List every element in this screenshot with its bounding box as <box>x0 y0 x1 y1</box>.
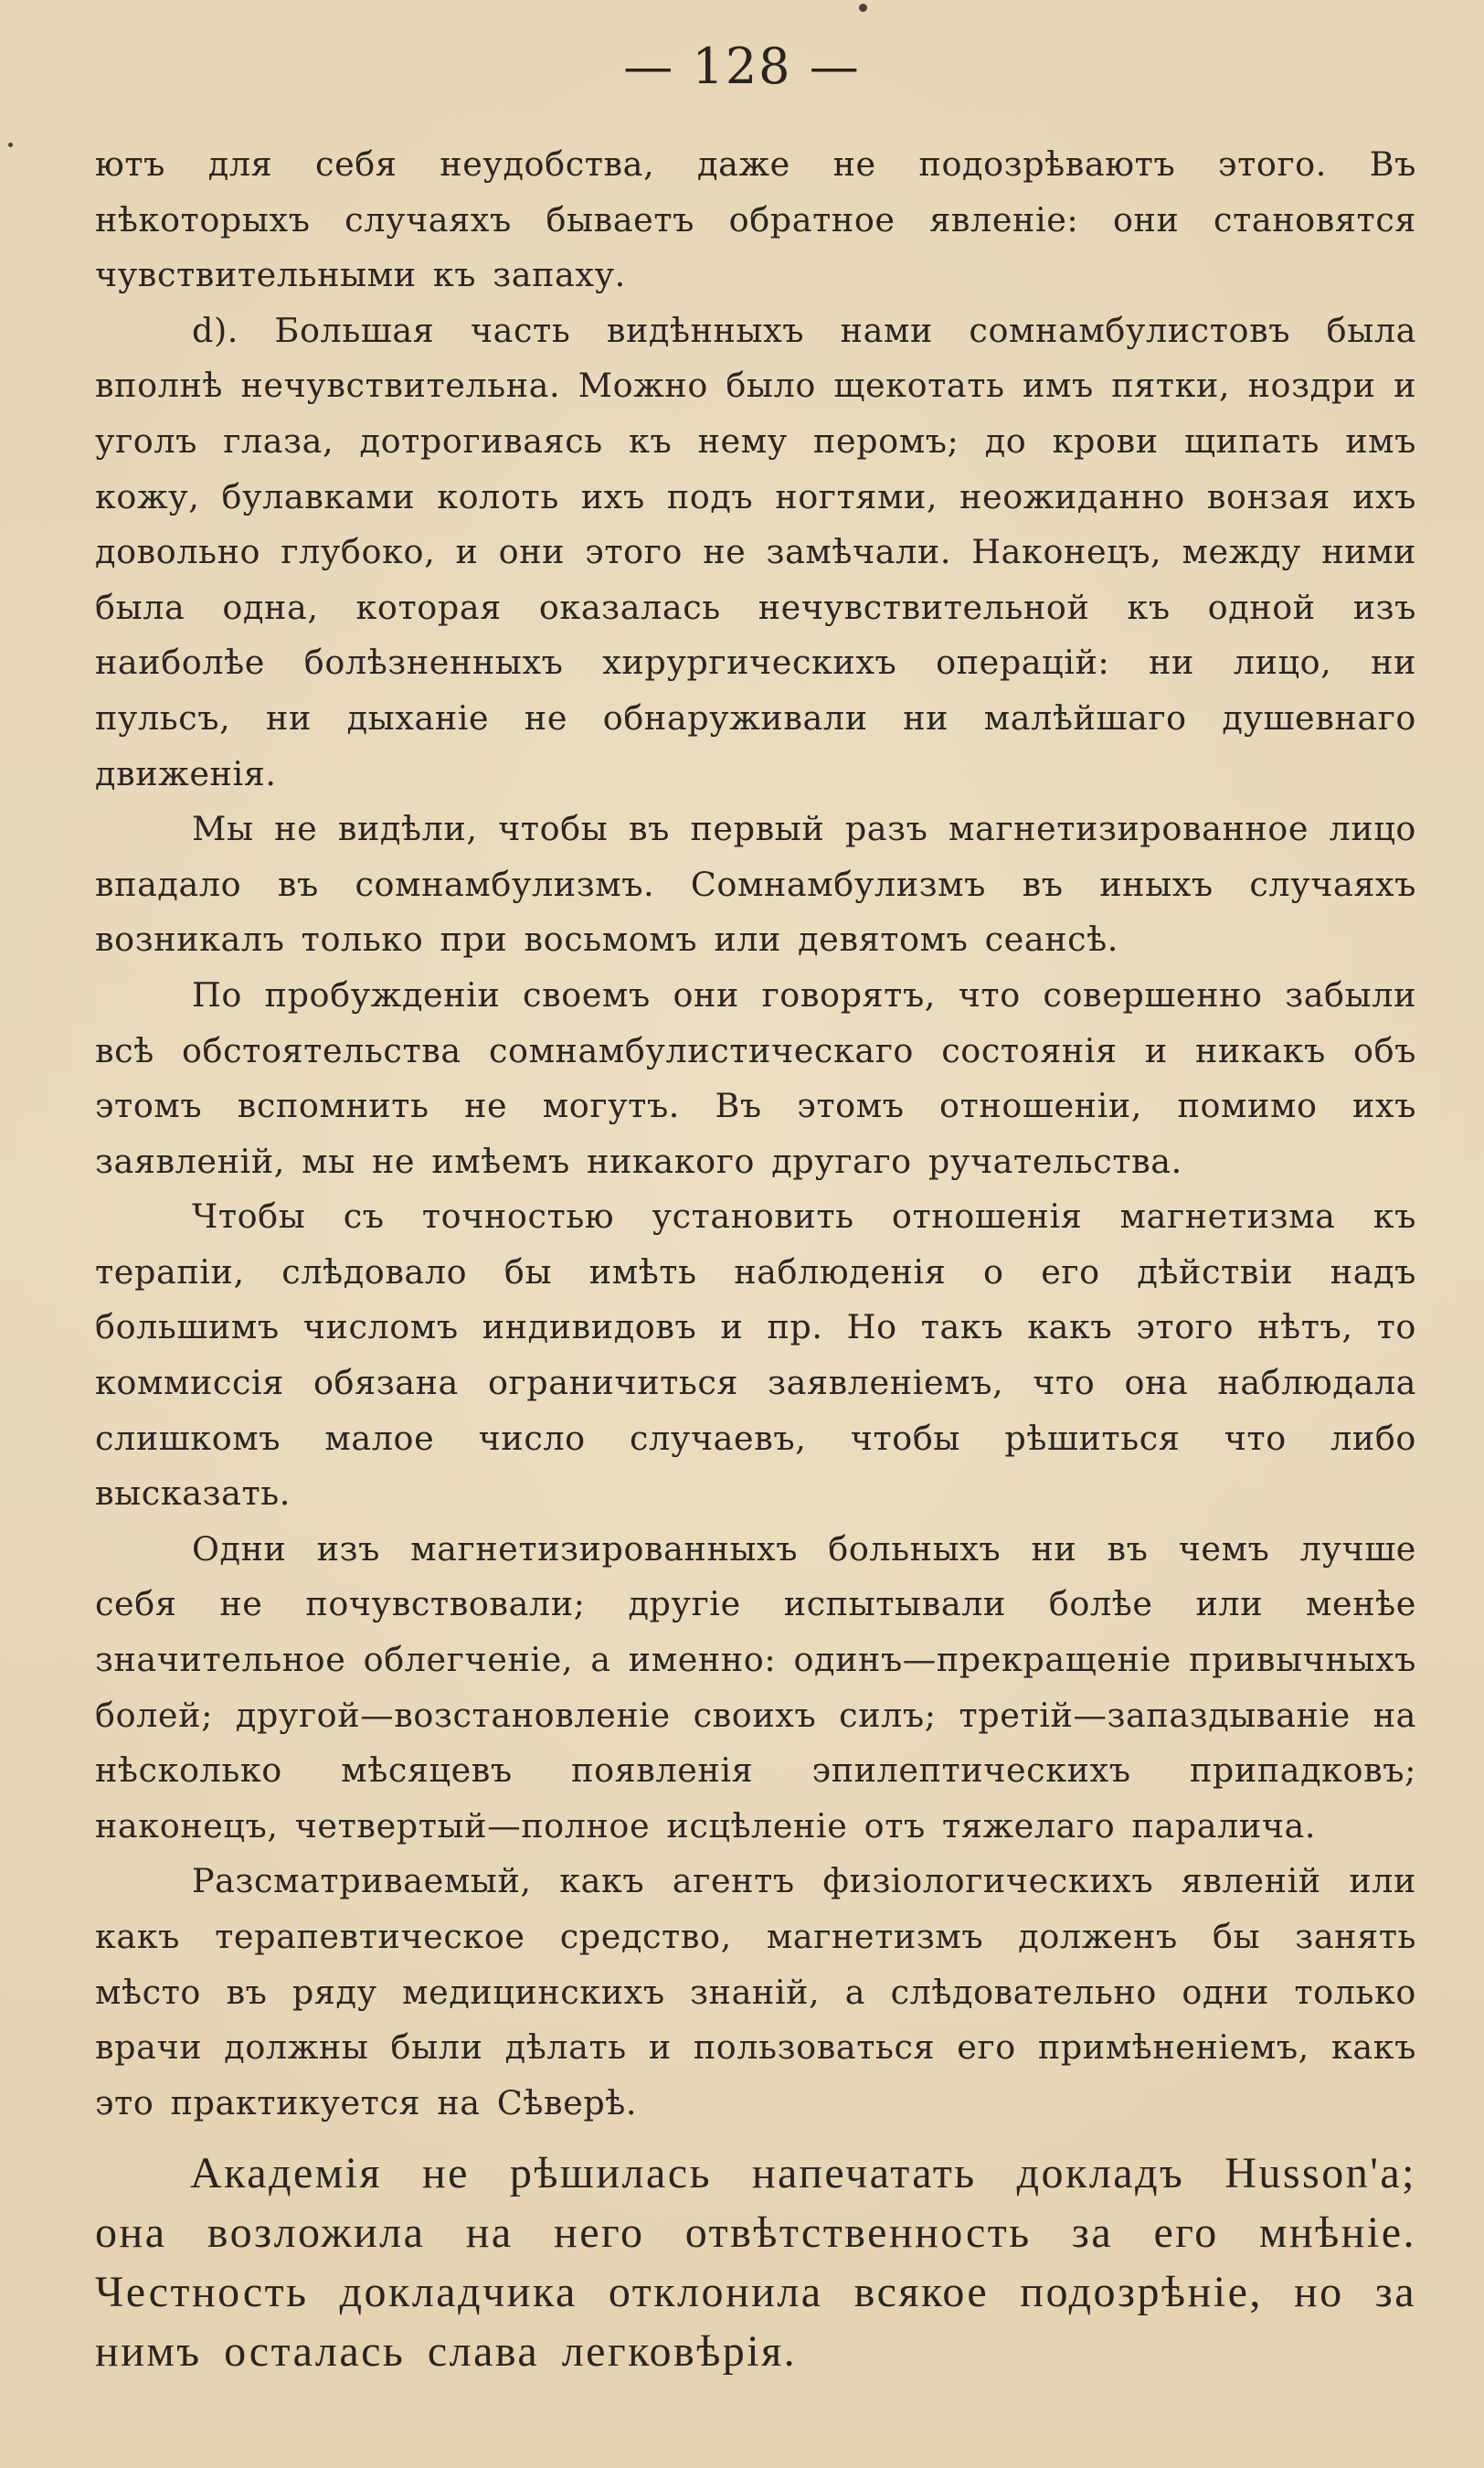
page-number: — 128 — <box>623 37 861 95</box>
ink-speck <box>859 4 867 12</box>
paragraph-academy-decision: Академія не рѣшилась напечатать докладъ Husson'а; она возложила на него отвѣтственность за его мнѣніе. Честность докладчика отклонила всякое подозрѣніе, но за нимъ осталась слава легковѣрія. <box>95 2149 1416 2377</box>
paragraph-patients: Одни изъ магнетизированныхъ больныхъ ни въ чемъ лучше себя не почувствовали; другіе испытывали болѣе или менѣе значительное облегченіе, а именно: одинъ—прекращеніе привычныхъ болей; другой—возстановленіе своихъ силъ; третій—запаздываніе на нѣсколько мѣсяцевъ появленія эпилептическихъ припадковъ; наконецъ, четвертый—полное исцѣленіе отъ тяжелаго паралича. <box>95 1528 1416 1846</box>
paragraph-somnambulism-onset: Мы не видѣли, чтобы въ первый разъ магнетизированное лицо впадало въ сомнамбулизмъ. Сомнамбулизмъ въ иныхъ случаяхъ возникалъ только при восьмомъ или девятомъ сеансѣ. <box>95 809 1416 960</box>
paragraph-continuation: ютъ для себя неудобства, даже не подозрѣваютъ этого. Въ нѣкоторыхъ случаяхъ бываетъ обратное явленіе: они становятся чувствительными къ запаху. <box>95 144 1416 295</box>
ink-speck <box>8 143 13 147</box>
body-text <box>95 137 1416 2381</box>
paragraph-medical-knowledge: Разсматриваемый, какъ агентъ физіологическихъ явленій или какъ терапевтическое средство, магнетизмъ долженъ бы занять мѣсто въ ряду медицинскихъ знаній, а слѣдовательно одни только врачи должны были дѣлать и пользоваться его примѣненіемъ, какъ это практикуется на Сѣверѣ. <box>95 1861 1416 2122</box>
paragraph-therapy: Чтобы съ точностью установить отношенія магнетизма къ терапіи, слѣдовало бы имѣть наблюденія о его дѣйствіи надъ большимъ числомъ индивидовъ и пр. Но такъ какъ этого нѣтъ, то коммиссія обязана ограничиться заявленіемъ, что она наблюдала слишкомъ малое число случаевъ, чтобы рѣшиться что либо высказать. <box>95 1197 1416 1514</box>
paragraph-item-d: d). Большая часть видѣнныхъ нами сомнамбулистовъ была вполнѣ нечувствительна. Можно было щекотать имъ пятки, ноздри и уголъ глаза, дотрогиваясь къ нему перомъ; до крови щипать имъ кожу, булавками колоть ихъ подъ ногтями, неожиданно вонзая ихъ довольно глубоко, и они этого не замѣчали. Наконецъ, между ними была одна, которая оказалась нечувствительной къ одной изъ наиболѣе болѣзненныхъ хирургическихъ операцій: ни лицо, ни пульсъ, ни дыханіе не обнаруживали ни малѣйшаго душевнаго движенія. <box>95 310 1416 793</box>
paragraph-awakening: По пробужденіи своемъ они говорятъ, что совершенно забыли всѣ обстоятельства сомнамбулистическаго состоянія и никакъ объ этомъ вспомнить не могутъ. Въ этомъ отношеніи, помимо ихъ заявленій, мы не имѣемъ никакого другаго ручательства. <box>95 974 1416 1181</box>
